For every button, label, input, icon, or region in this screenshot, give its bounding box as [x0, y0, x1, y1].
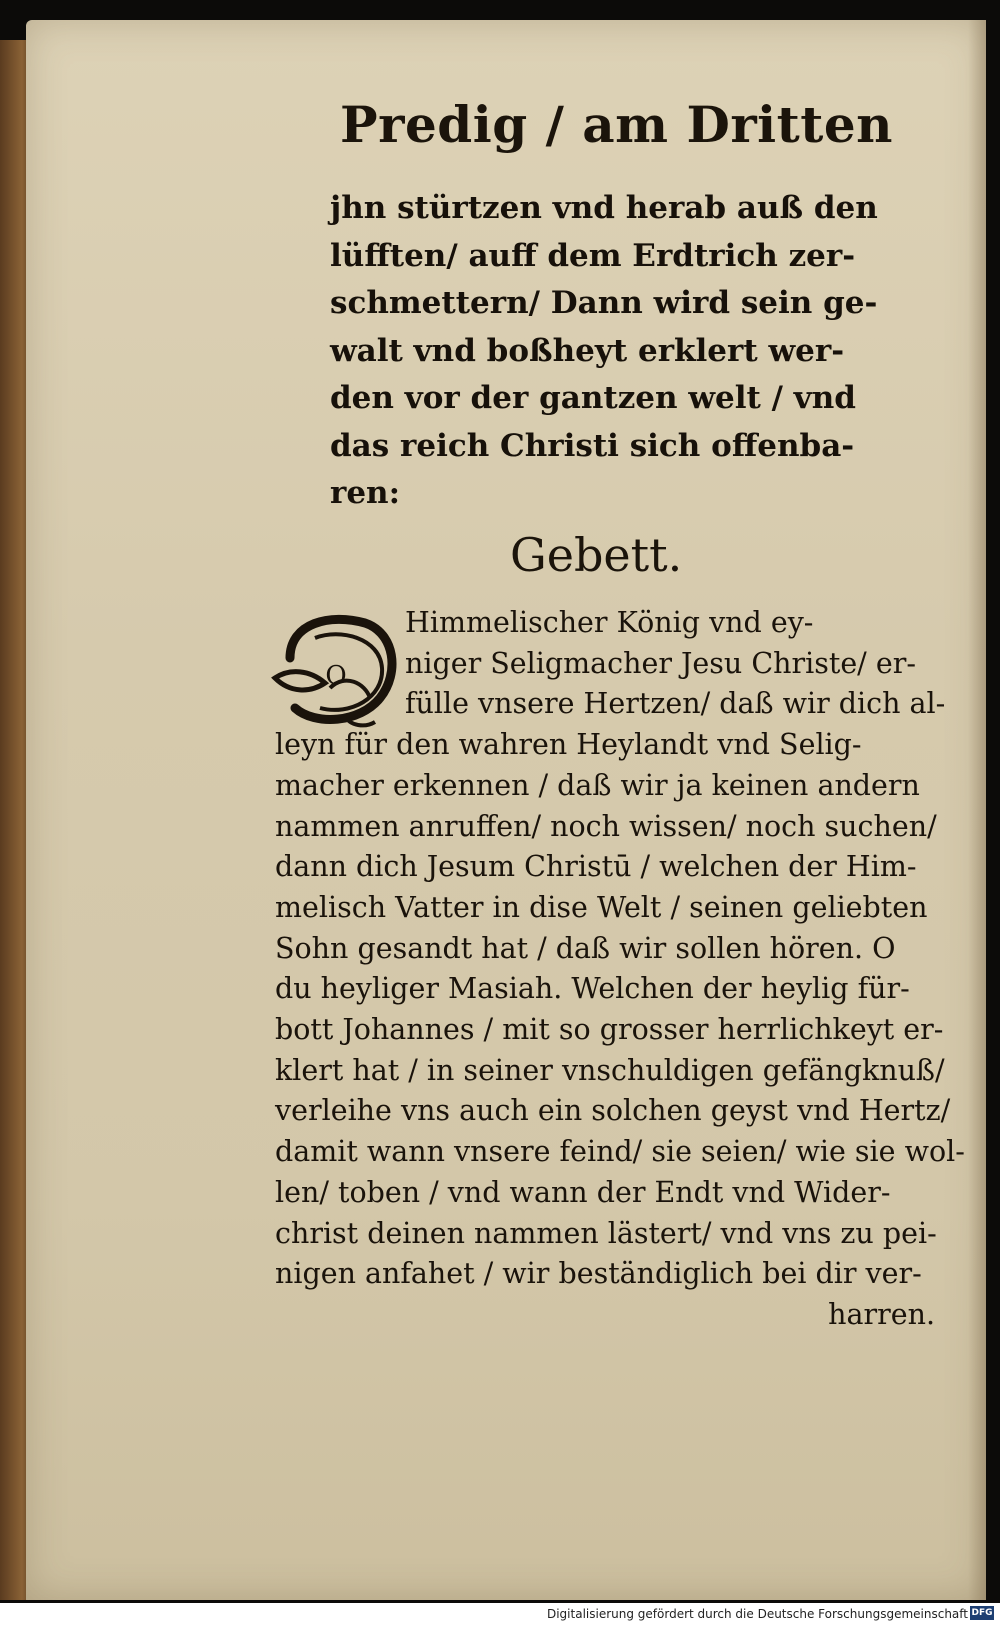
text-line: christ deinen nammen lästert/ vnd vns zu pei- — [275, 1216, 937, 1250]
text-line: niger Seligmacher Jesu Christe/ er- — [405, 646, 916, 680]
prayer-heading: Gebett. — [510, 528, 683, 582]
text-line: den vor der gantzen welt / vnd — [330, 380, 856, 416]
text-line: len/ toben / vnd wann der Endt vnd Wider- — [275, 1175, 891, 1209]
text-line: macher erkennen / daß wir ja keinen andern — [275, 768, 920, 802]
text-line: harren. — [828, 1297, 935, 1331]
digitization-credit: Digitalisierung gefördert durch die Deutsche Forschungsgemeinschaft — [546, 1607, 968, 1621]
text-line: fülle vnsere Hertzen/ daß wir dich al- — [405, 687, 946, 721]
text-line: dann dich Jesum Christū / welchen der Him- — [275, 850, 917, 884]
sermon-end-paragraph — [330, 185, 920, 518]
prayer-paragraph — [275, 603, 965, 1336]
running-title: Predig / am Dritten — [340, 95, 894, 154]
text-line: verleihe vns auch ein solchen geyst vnd Hertz/ — [275, 1094, 951, 1128]
text-line: klert hat / in seiner vnschuldigen gefängknuß/ — [275, 1053, 945, 1087]
dfg-logo[interactable]: DFG — [971, 1608, 993, 1618]
page-shadow — [968, 20, 986, 1600]
text-line: damit wann vnsere feind/ sie seien/ wie sie wol- — [275, 1135, 965, 1169]
text-line: lüfften/ auff dem Erdtrich zer- — [330, 237, 856, 274]
text-line: bott Johannes / mit so grosser herrlichkeyt er- — [275, 1013, 944, 1047]
text-line: das reich Christi sich offenba- — [330, 427, 855, 464]
text-line: ren: — [330, 475, 401, 511]
text-line: melisch Vatter in dise Welt / seinen geliebten — [275, 890, 928, 924]
text-line: nigen anfahet / wir beständiglich bei dir ver- — [275, 1257, 922, 1291]
text-line: Sohn gesandt hat / daß wir sollen hören. O — [275, 931, 896, 965]
text-line: du heyliger Masiah. Welchen der heylig für- — [275, 972, 910, 1006]
text-line: jhn stürtzen vnd herab auß den — [330, 190, 878, 226]
text-line: leyn für den wahren Heylandt vnd Selig- — [275, 728, 862, 762]
text-line: walt vnd boßheyt erklert wer- — [330, 332, 845, 369]
text-line: Himmelischer König vnd ey- — [405, 606, 814, 639]
initial-letter: O — [325, 661, 347, 691]
text-line: schmettern/ Dann wird sein ge- — [330, 285, 878, 321]
text-line: nammen anruffen/ noch wissen/ noch suchen/ — [275, 809, 937, 843]
